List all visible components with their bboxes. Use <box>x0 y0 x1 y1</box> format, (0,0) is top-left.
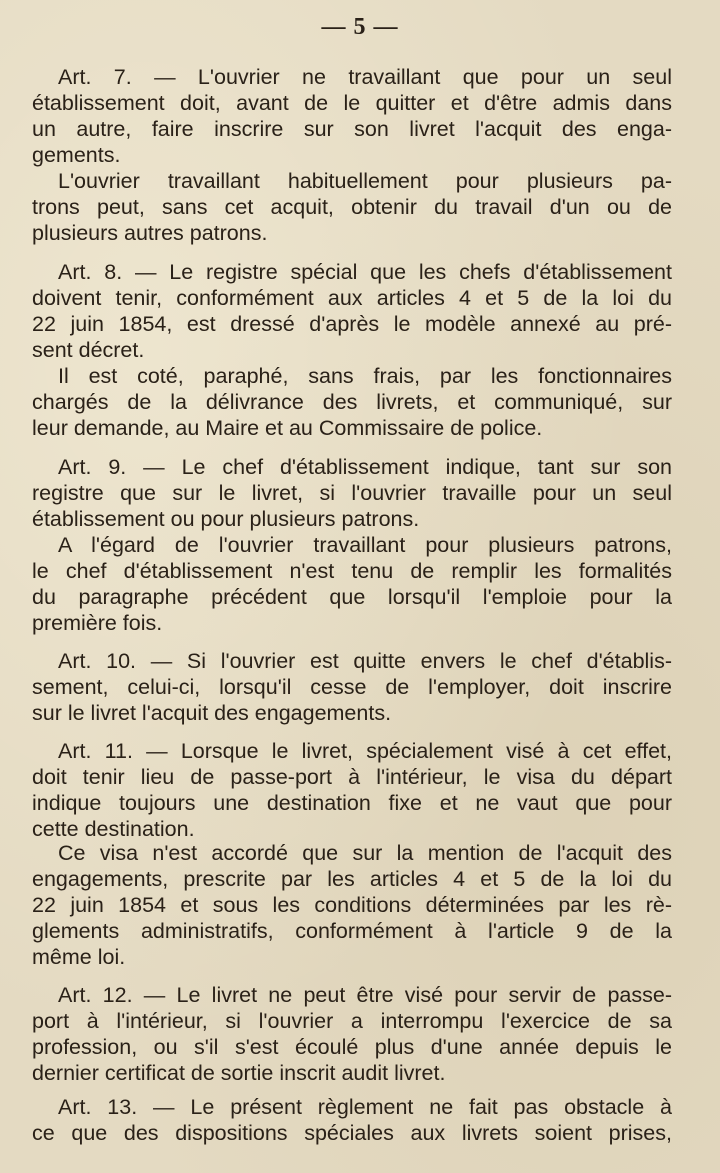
text-line: ce que des dispositions spéciales aux livrets soient prises, <box>32 1121 672 1145</box>
text-line: cette destination. <box>32 817 195 841</box>
text-line: plusieurs autres patrons. <box>32 221 268 245</box>
text-line: doit tenir lieu de passe-port à l'intérieur, le visa du départ <box>32 765 672 789</box>
text-line: 22 juin 1854 et sous les conditions déterminées par les rè- <box>32 893 672 917</box>
text-line: sement, celui-ci, lorsqu'il cesse de l'employer, doit inscrire <box>32 675 672 699</box>
text-line: du paragraphe précédent que lorsqu'il l'emploie pour la <box>32 585 672 609</box>
text-line: Ce visa n'est accordé que sur la mention de l'acquit des <box>58 841 672 865</box>
text-line: Art. 8. — Le registre spécial que les chefs d'établissement <box>58 260 672 284</box>
text-line: leur demande, au Maire et au Commissaire de police. <box>32 416 543 440</box>
text-line: 22 juin 1854, est dressé d'après le modèle annexé au pré- <box>32 312 672 336</box>
text-line: dernier certificat de sortie inscrit audit livret. <box>32 1061 446 1085</box>
text-line: port à l'intérieur, si l'ouvrier a interrompu l'exercice de sa <box>32 1009 672 1033</box>
text-line: profession, ou s'il s'est écoulé plus d'une année depuis le <box>32 1035 672 1059</box>
text-line: établissement doit, avant de le quitter et d'être admis dans <box>32 91 672 115</box>
text-line: Art. 10. — Si l'ouvrier est quitte envers le chef d'établis- <box>58 649 672 673</box>
text-line: Art. 13. — Le présent règlement ne fait pas obstacle à <box>58 1095 672 1119</box>
text-line: gements. <box>32 143 121 167</box>
text-line: sur le livret l'acquit des engagements. <box>32 701 392 725</box>
page-number: — 5 — <box>321 14 399 40</box>
text-line: Art. 9. — Le chef d'établissement indique, tant sur son <box>58 455 672 479</box>
text-line: chargés de la délivrance des livrets, et communiqué, sur <box>32 390 672 414</box>
text-line: engagements, prescrite par les articles 4 et 5 de la loi du <box>32 867 672 891</box>
text-line: indique toujours une destination fixe et ne vaut que pour <box>32 791 672 815</box>
text-line: trons peut, sans cet acquit, obtenir du travail d'un ou de <box>32 195 672 219</box>
text-line: glements administratifs, conformément à l'article 9 de la <box>32 919 672 943</box>
text-line: A l'égard de l'ouvrier travaillant pour plusieurs patrons, <box>58 533 672 557</box>
text-line: sent décret. <box>32 338 145 362</box>
text-line: registre que sur le livret, si l'ouvrier travaille pour un seul <box>32 481 672 505</box>
text-line: Art. 11. — Lorsque le livret, spécialement visé à cet effet, <box>58 739 672 763</box>
text-line: établissement ou pour plusieurs patrons. <box>32 507 420 531</box>
text-line: doivent tenir, conformément aux articles 4 et 5 de la loi du <box>32 286 672 310</box>
text-line: L'ouvrier travaillant habituellement pour plusieurs pa- <box>58 169 672 193</box>
text-line: première fois. <box>32 611 163 635</box>
text-line: un autre, faire inscrire sur son livret l'acquit des enga- <box>32 117 672 141</box>
text-line: même loi. <box>32 945 126 969</box>
text-line: le chef d'établissement n'est tenu de remplir les formalités <box>32 559 672 583</box>
text-line: Il est coté, paraphé, sans frais, par les fonctionnaires <box>58 364 672 388</box>
text-line: Art. 12. — Le livret ne peut être visé pour servir de passe- <box>58 983 672 1007</box>
text-line: Art. 7. — L'ouvrier ne travaillant que pour un seul <box>58 65 672 89</box>
